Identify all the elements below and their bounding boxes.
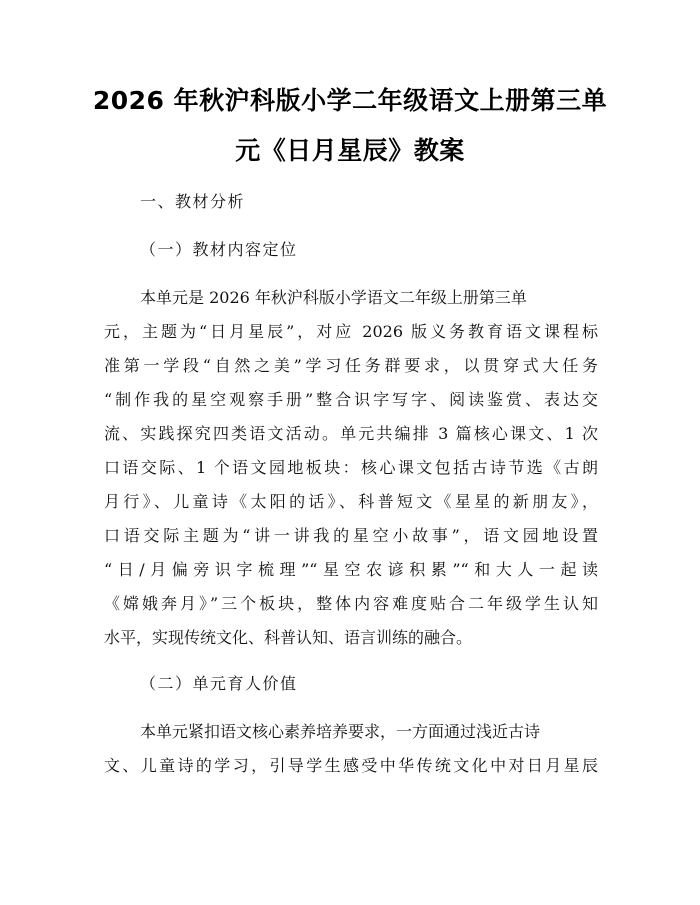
document-title-line-2: 元《日月星辰》教案 [235,136,465,165]
paragraph-line: 本单元紧扣语文核心素养培养要求，一方面通过浅近古诗 [140,722,541,741]
paragraph-line: 口语交际主题为“讲一讲我的星空小故事”，语文园地设置 [104,526,598,545]
subsection-heading-educational-value: （二）单元育人价值 [140,674,298,693]
paragraph-line: 口语交际、1 个语文园地板块：核心课文包括古诗节选《古朗 [104,458,598,477]
paragraph-line: 水平，实现传统文化、科普认知、语言训练的融合。 [104,628,473,647]
paragraph-line: 月行》、儿童诗《太阳的话》、科普短文《星星的新朋友》， [104,492,598,511]
paragraph-line: 《嫦娥奔月》”三个板块，整体内容难度贴合二年级学生认知 [104,594,598,613]
paragraph-line: “制作我的星空观察手册”整合识字写字、阅读鉴赏、表达交 [104,390,598,409]
paragraph-line: 文、儿童诗的学习，引导学生感受中华传统文化中对日月星辰 [104,756,598,775]
section-heading-textbook-analysis: 一、教材分析 [140,192,246,211]
document-title-line-1: 2026 年秋沪科版小学二年级语文上册第三单 [92,86,608,115]
paragraph-line: 元，主题为“日月星辰”，对应 2026 版义务教育语文课程标 [104,322,598,341]
subsection-heading-content-positioning: （一）教材内容定位 [140,240,298,259]
paragraph-line: 本单元是 2026 年秋沪科版小学语文二年级上册第三单 [140,288,527,307]
paragraph-line: 准第一学段“自然之美”学习任务群要求，以贯穿式大任务 [104,356,598,375]
paragraph-line: 流、实践探究四类语文活动。单元共编排 3 篇核心课文、1 次 [104,424,598,443]
paragraph-line: “日/月偏旁识字梳理”“星空农谚积累”“和大人一起读 [104,560,598,579]
